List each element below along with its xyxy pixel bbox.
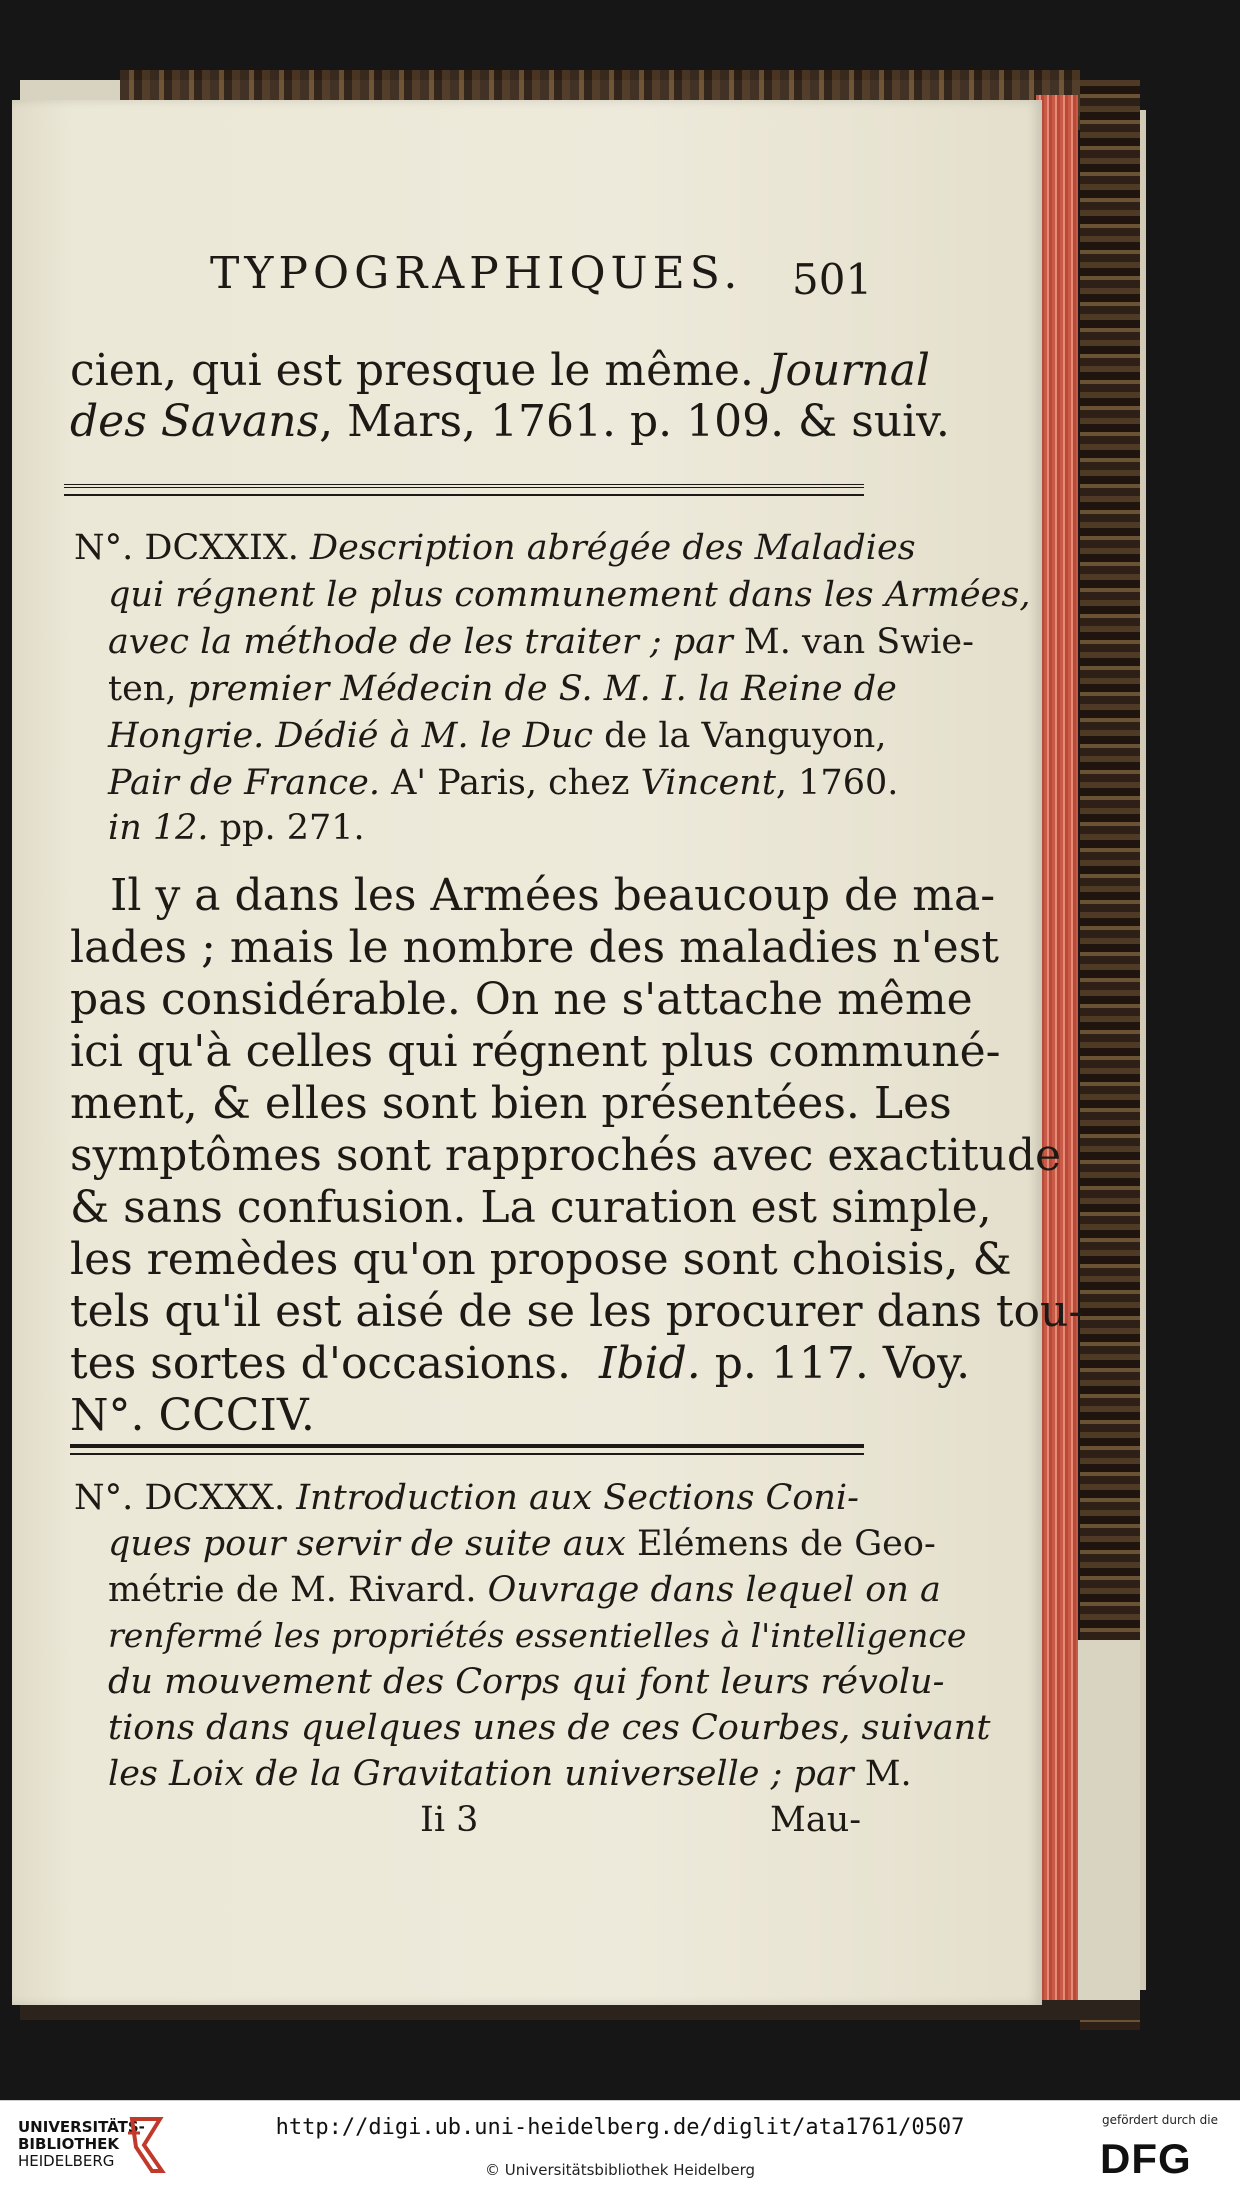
text-line: cien, qui est presque le même. Journal [70,345,931,396]
text-line: avec la méthode de les traiter ; par M. van Swie- [108,622,974,662]
text-line: ten, premier Médecin de S. M. I. la Reine de [108,669,897,709]
paragraph-line: symptômes sont rapprochés avec exactitude [70,1130,1062,1181]
text-line: tions dans quelques unes de ces Courbes, suivant [108,1708,991,1748]
folio-number: 501 [792,255,873,304]
section-divider [64,484,864,496]
text-line: Pair de France. A' Paris, chez Vincent, 1760. [108,763,899,803]
library-name-line: UNIVERSITÄTS- [18,2118,145,2136]
text-line: Hongrie. Dédié à M. le Duc de la Vanguyon, [108,716,887,756]
text-line: in 12. pp. 271. [108,808,365,848]
paragraph-line: tels qu'il est aisé de se les procurer dans tou- [70,1286,1084,1337]
red-page-edges [1036,95,1078,2007]
entry-heading: N°. DCXXX. Introduction aux Sections Coni- [74,1478,859,1518]
cross-reference: N°. CCCIV. [70,1390,315,1441]
paragraph-line: Il y a dans les Armées beaucoup de ma- [110,870,996,921]
paragraph-line: & sans confusion. La curation est simple, [70,1182,992,1233]
section-divider [70,1444,864,1455]
signature-mark: Ii 3 [420,1800,479,1840]
paragraph-line: lades ; mais le nombre des maladies n'est [70,922,999,973]
text-line: ques pour servir de suite aux Elémens de Geo- [108,1524,936,1564]
text-line: des Savans, Mars, 1761. p. 109. & suiv. [70,396,950,447]
running-head: TYPOGRAPHIQUES. [210,248,743,299]
paragraph-line: pas considérable. On ne s'attache même [70,974,973,1025]
catchword: Mau- [770,1800,862,1840]
library-name-line: BIBLIOTHEK [18,2135,119,2153]
copyright-notice: © Universitätsbibliothek Heidelberg [484,2161,755,2179]
permalink-url[interactable]: http://digi.ub.uni-heidelberg.de/diglit/ata1761/0507 [275,2115,965,2140]
text-line: du mouvement des Corps qui font leurs révolu- [108,1662,945,1702]
paragraph-line: ici qu'à celles qui régnent plus communé- [70,1026,1001,1077]
paragraph-line: ment, & elles sont bien présentées. Les [70,1078,952,1129]
digitization-footer [0,2100,1240,2194]
sponsor-label: gefördert durch die [1102,2113,1218,2127]
dfg-logo: DFG [1100,2135,1192,2182]
vellum-corner [1070,1640,1140,2000]
paragraph-line: les remèdes qu'on propose sont choisis, & [70,1234,1012,1285]
text-line: renfermé les propriétés essentielles à l'intelligence [108,1616,967,1655]
entry-heading: N°. DCXXIX. Description abrégée des Maladies [74,528,916,568]
library-name-line: HEIDELBERG [18,2152,115,2170]
text-line: les Loix de la Gravitation universelle ; par M. [108,1754,912,1794]
text-line: qui régnent le plus communement dans les Armées, [108,575,1031,615]
text-line: métrie de M. Rivard. Ouvrage dans lequel on a [108,1570,941,1610]
paragraph-line: tes sortes d'occasions. Ibid. p. 117. Voy. [70,1338,971,1389]
